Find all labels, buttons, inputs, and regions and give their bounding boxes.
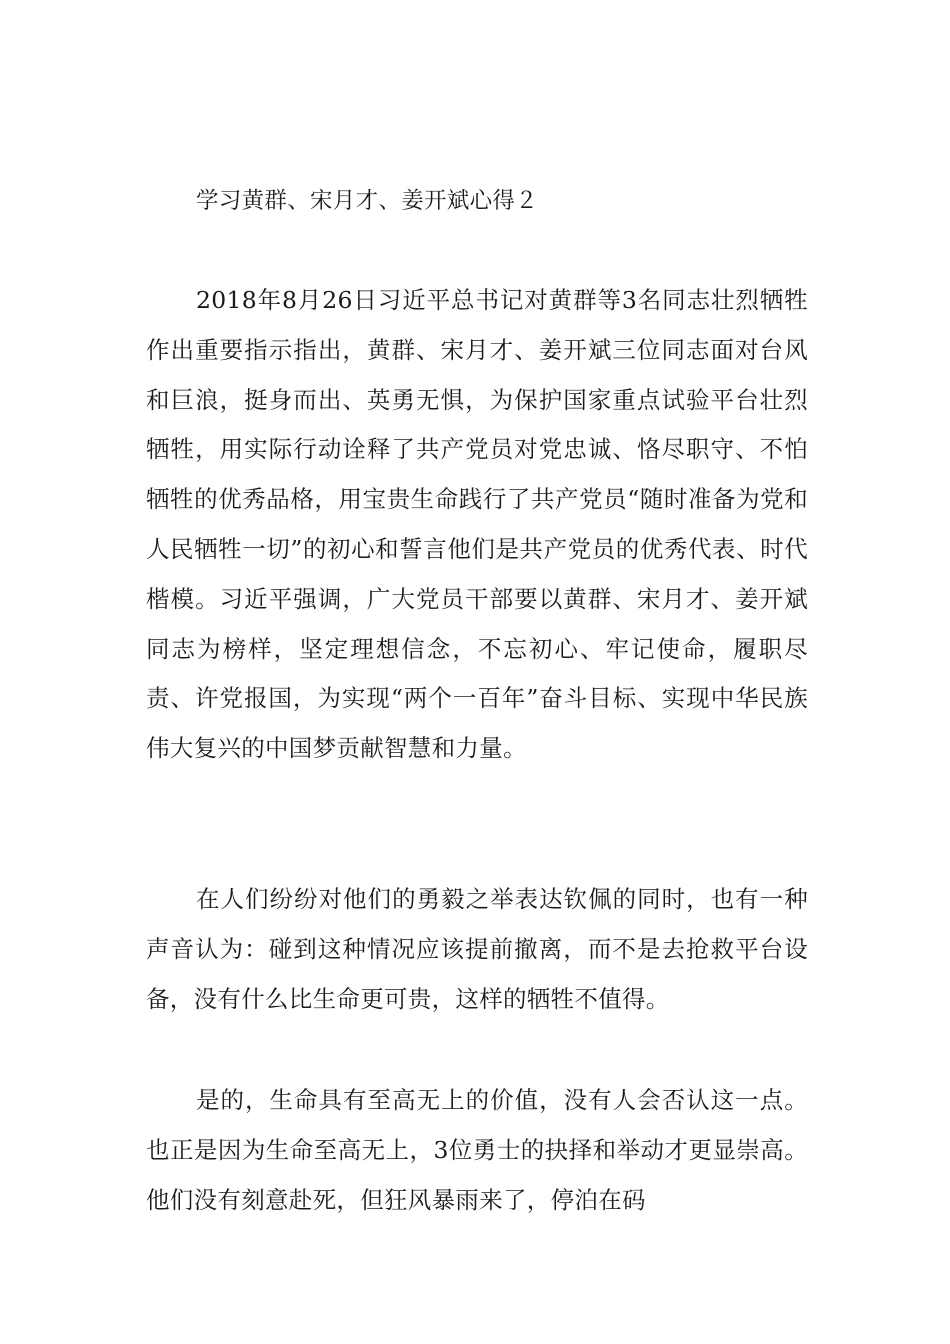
document-title: 学习黄群、宋月才、姜开斌心得２: [196, 188, 539, 214]
paragraph-2: 在人们纷纷对他们的勇毅之举表达钦佩的同时，也有一种声音认为：碰到这种情况应该提前撤离，而不是去抢救平台设备，没有什么比生命更可贵，这样的牺牲不值得。: [146, 885, 808, 1013]
paragraph-3: 是的，生命具有至高无上的价值，没有人会否认这一点。也正是因为生命至高无上，3位勇士的抉择和举动才更显崇高。他们没有刻意赴死，但狂风暴雨来了，停泊在码: [146, 1086, 808, 1214]
paragraph-1: 2018年8月26日习近平总书记对黄群等3名同志壮烈牺牲作出重要指示指出，黄群、宋月才、姜开斌三位同志面对台风和巨浪，挺身而出、英勇无惧，为保护国家重点试验平台壮烈牺牲，用实际行动诠释了共产党员对党忠诚、恪尽职守、不怕牺牲的优秀品格，用宝贵生命践行了共产党员“随时准备为党和人民牺牲一切”的初心和誓言他们是共产党员的优秀代表、时代楷模。习近平强调，广大党员干部要以黄群、宋月才、姜开斌同志为榜样，坚定理想信念，不忘初心、牢记使命，履职尽责、许党报国，为实现“两个一百年”奋斗目标、实现中华民族伟大复兴的中国梦贡献智慧和力量。: [146, 286, 808, 763]
